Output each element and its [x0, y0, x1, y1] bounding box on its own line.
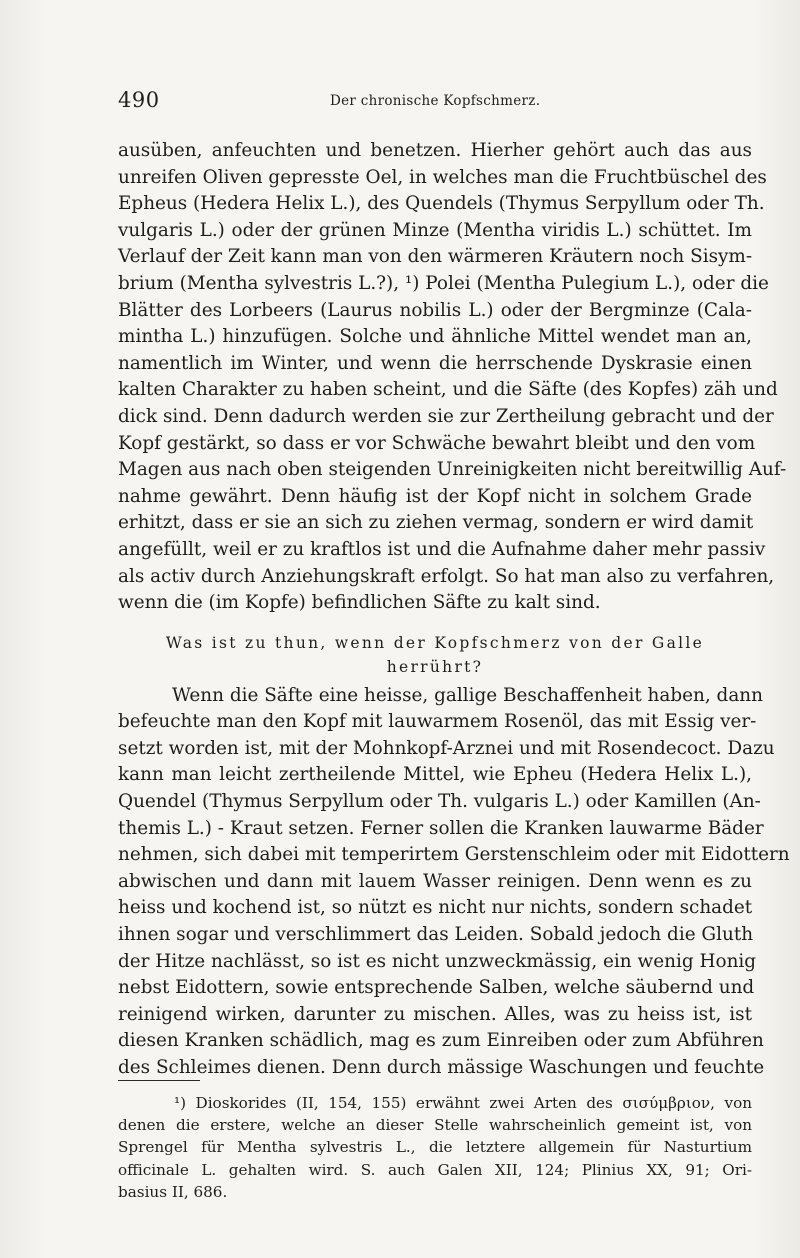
- footnote-line: basius II, 686.: [118, 1182, 228, 1201]
- footnote-rule: [118, 1080, 200, 1081]
- footnote-line: Sprengel für Mentha sylvestris L., die letztere allgemein für Nasturtium: [118, 1138, 752, 1157]
- text-line: nebst Eidottern, sowie entsprechende Salben, welche säubernd und: [118, 977, 755, 999]
- text-line: mintha L.) hinzufügen. Solche und ähnliche Mittel wendet man an,: [118, 326, 752, 348]
- text-line: nahme gewährt. Denn häufig ist der Kopf nicht in solchem Grade: [118, 485, 752, 507]
- text-line: erhitzt, dass er sie an sich zu ziehen vermag, sondern er wird damit: [118, 512, 754, 534]
- text-line: des Schleimes dienen. Denn durch mässige Waschungen und feuchte: [118, 1057, 765, 1078]
- footnote-line: ¹) Dioskorides (II, 154, 155) erwähnt zwei Arten des σισύμβριον, von: [174, 1094, 752, 1112]
- text-line: Wenn die Säfte eine heisse, gallige Beschaffenheit haben, dann: [172, 684, 763, 706]
- paragraph-2: [118, 683, 790, 1082]
- body-text: [118, 138, 790, 1082]
- paragraph-1: [118, 138, 787, 617]
- text-line: wenn die (im Kopfe) befindlichen Säfte zu kalt sind.: [118, 592, 601, 614]
- text-line: Epheus (Hedera Helix L.), des Quendels (Thymus Serpyllum oder Th.: [118, 193, 765, 215]
- text-line: abwischen und dann mit lauem Wasser reinigen. Denn wenn es zu: [118, 870, 752, 892]
- footnote-line: denen die erstere, welche an dieser Stelle wahrscheinlich gemeint ist, von: [118, 1116, 752, 1135]
- text-line: vulgaris L.) oder der grünen Minze (Mentha viridis L.) schüttet. Im: [118, 219, 752, 241]
- running-head: Der chronische Kopfschmerz.: [330, 93, 541, 109]
- text-line: als activ durch Anziehungskraft erfolgt. So hat man also zu verfahren,: [118, 565, 775, 587]
- text-line: Blätter des Lorbeers (Laurus nobilis L.) oder der Bergminze (Cala-: [118, 299, 752, 321]
- text-line: der Hitze nachlässt, so ist es nicht unzweckmässig, ein wenig Honig: [118, 950, 757, 972]
- section-heading-line: Was ist zu thun, wenn der Kopfschmerz von der Galle: [165, 633, 705, 652]
- text-line: setzt worden ist, mit der Mohnkopf-Arznei und mit Rosendecoct. Dazu: [118, 737, 775, 759]
- text-line: namentlich im Winter, und wenn die herrschende Dyskrasie einen: [118, 352, 752, 374]
- text-line: Magen aus nach oben steigenden Unreinigkeiten nicht bereitwillig Auf-: [118, 459, 787, 481]
- page-number: 490: [118, 88, 160, 112]
- footnote: [118, 1092, 752, 1203]
- text-line: kann man leicht zertheilende Mittel, wie Epheu (Hedera Helix L.),: [118, 764, 752, 786]
- text-line: Quendel (Thymus Serpyllum oder Th. vulgaris L.) oder Kamillen (An-: [118, 791, 761, 813]
- text-line: unreifen Oliven gepresste Oel, in welches man die Fruchtbüschel des: [118, 166, 767, 188]
- page-header: [118, 88, 752, 118]
- text-line: diesen Kranken schädlich, mag es zum Einreiben oder zum Abführen: [118, 1030, 764, 1052]
- text-line: heiss und kochend ist, so nützt es nicht nur nichts, sondern schadet: [118, 897, 753, 919]
- text-line: kalten Charakter zu haben scheint, und die Säfte (des Kopfes) zäh und: [118, 379, 778, 401]
- text-line: angefüllt, weil er zu kraftlos ist und die Aufnahme daher mehr passiv: [118, 538, 766, 560]
- text-line: Kopf gestärkt, so dass er vor Schwäche bewahrt bleibt und den vom: [118, 432, 756, 454]
- footnote-line: officinale L. gehalten wird. S. auch Galen XII, 124; Plinius XX, 91; Ori-: [118, 1160, 752, 1179]
- text-line: nehmen, sich dabei mit temperirtem Gerstenschleim oder mit Eidottern: [118, 844, 790, 866]
- text-line: reinigend wirken, darunter zu mischen. Alles, was zu heiss ist, ist: [118, 1003, 752, 1025]
- text-line: brium (Mentha sylvestris L.?), ¹) Polei (Mentha Pulegium L.), oder die: [118, 272, 769, 294]
- text-line: themis L.) - Kraut setzen. Ferner sollen die Kranken lauwarme Bäder: [118, 817, 764, 839]
- section-heading: [118, 631, 752, 679]
- text-line: ihnen sogar und verschlimmert das Leiden. Sobald jedoch die Gluth: [118, 924, 754, 946]
- text-line: ausüben, anfeuchten und benetzen. Hierher gehört auch das aus: [118, 140, 752, 161]
- text-line: befeuchte man den Kopf mit lauwarmem Rosenöl, das mit Essig ver-: [118, 711, 757, 733]
- text-line: dick sind. Denn dadurch werden sie zur Zertheilung gebracht und der: [118, 405, 774, 427]
- text-line: Verlauf der Zeit kann man von den wärmeren Kräutern noch Sisym-: [118, 246, 753, 268]
- section-heading-line: herrührt?: [386, 657, 484, 676]
